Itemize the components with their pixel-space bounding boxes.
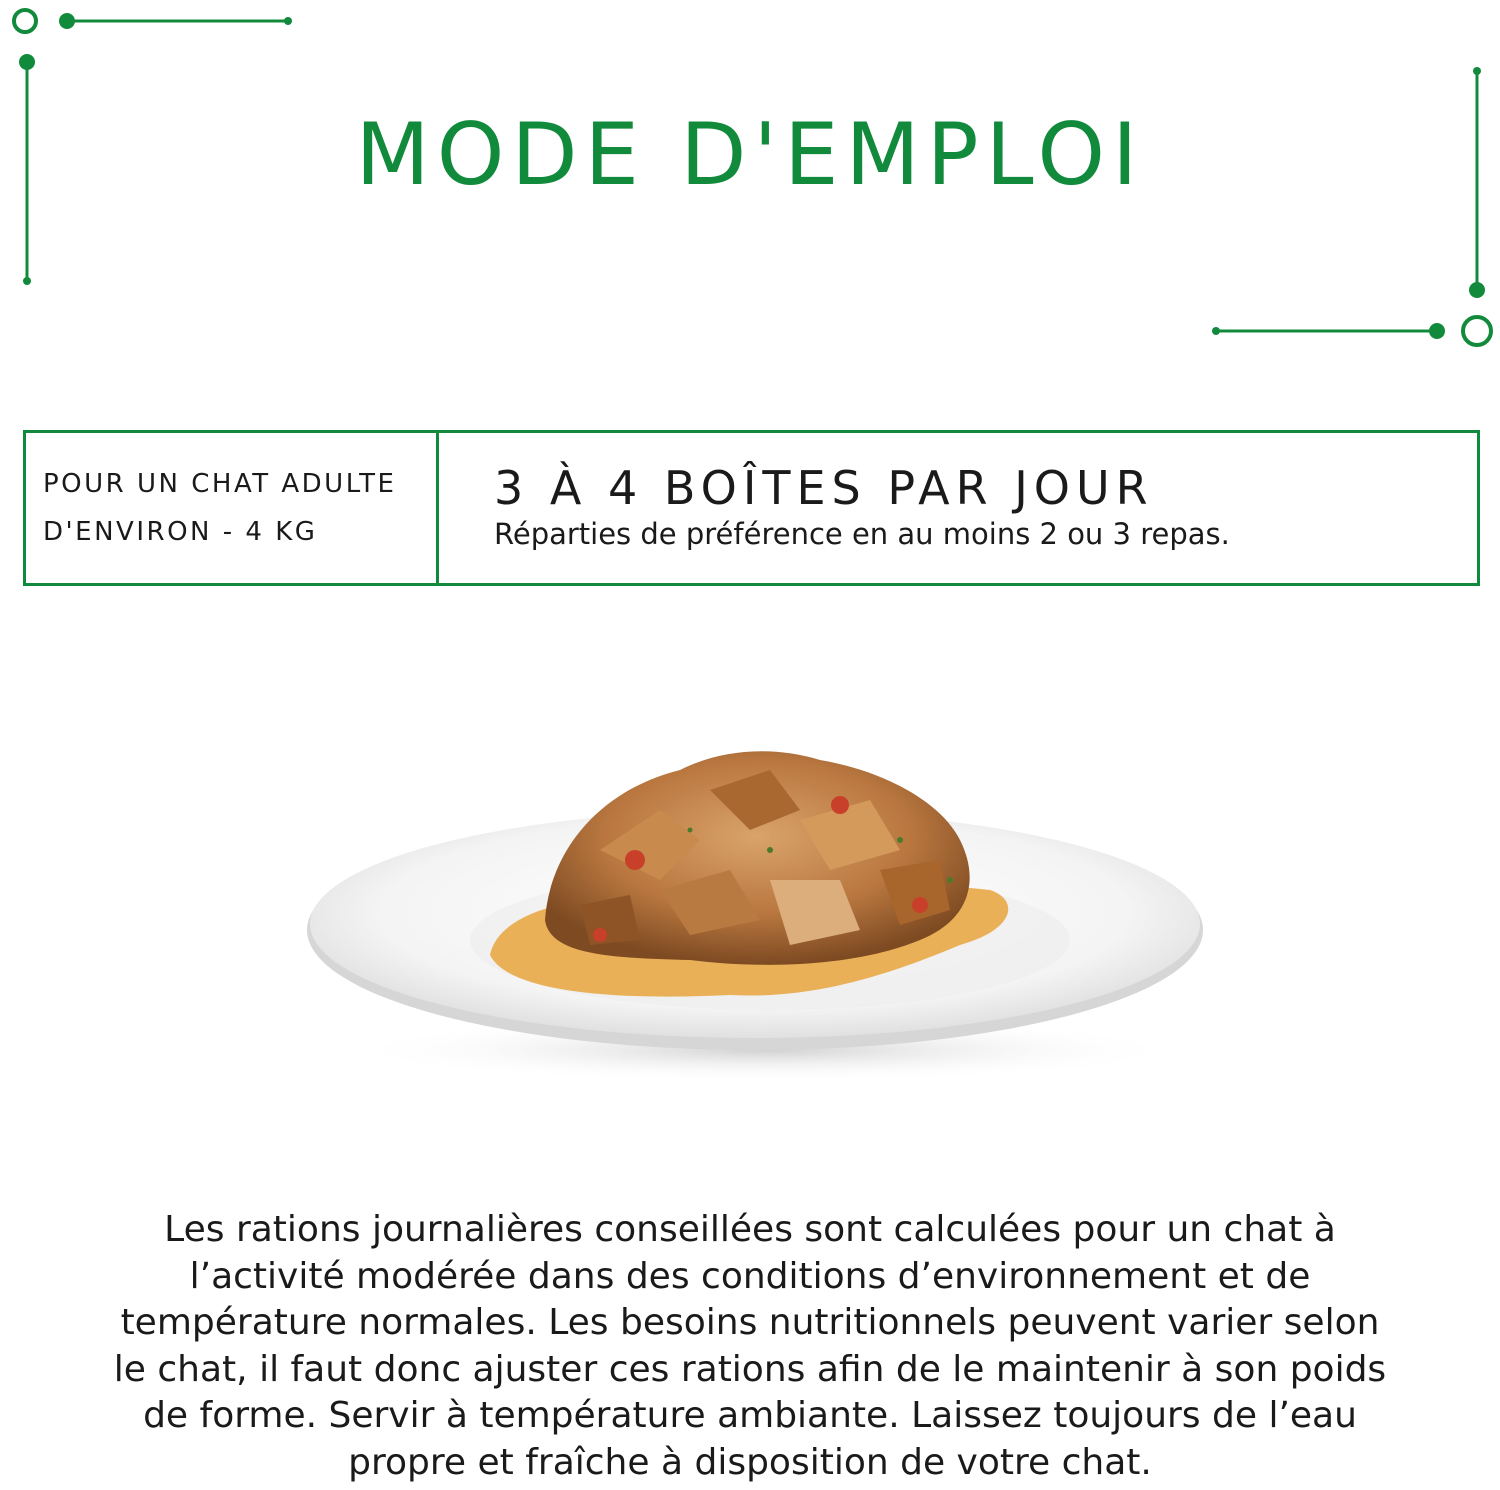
page-title: MODE D'EMPLOI <box>355 105 1145 205</box>
dosage-subline: Réparties de préférence en au moins 2 ou 3 repas. <box>494 516 1230 551</box>
dosage-label-line2: D'ENVIRON - 4 KG <box>43 517 318 547</box>
instructions-paragraph: Les rations journalières conseillées sont calculées pour un chat à l’activité modérée dans des conditions d’environnement et de température normales. Les besoins nutritionnels peuvent varier selon le chat, il faut donc ajuster ces rations afin de le maintenir à son poids de forme. Servir à température ambiante. Laissez toujours de l’eau propre et fraîche à disposition de votre chat. <box>113 1209 1387 1483</box>
plate-image <box>300 730 1220 1090</box>
bottom-right-ornament-icon <box>1212 67 1491 345</box>
dosage-label-line1: POUR UN CHAT ADULTE <box>43 469 397 499</box>
dosage-info <box>439 433 1477 583</box>
dosage-box <box>23 430 1480 586</box>
dosage-label <box>26 433 439 583</box>
dosage-headline: 3 À 4 BOÎTES PAR JOUR <box>494 461 1154 516</box>
plate-of-food-icon <box>300 730 1220 1090</box>
